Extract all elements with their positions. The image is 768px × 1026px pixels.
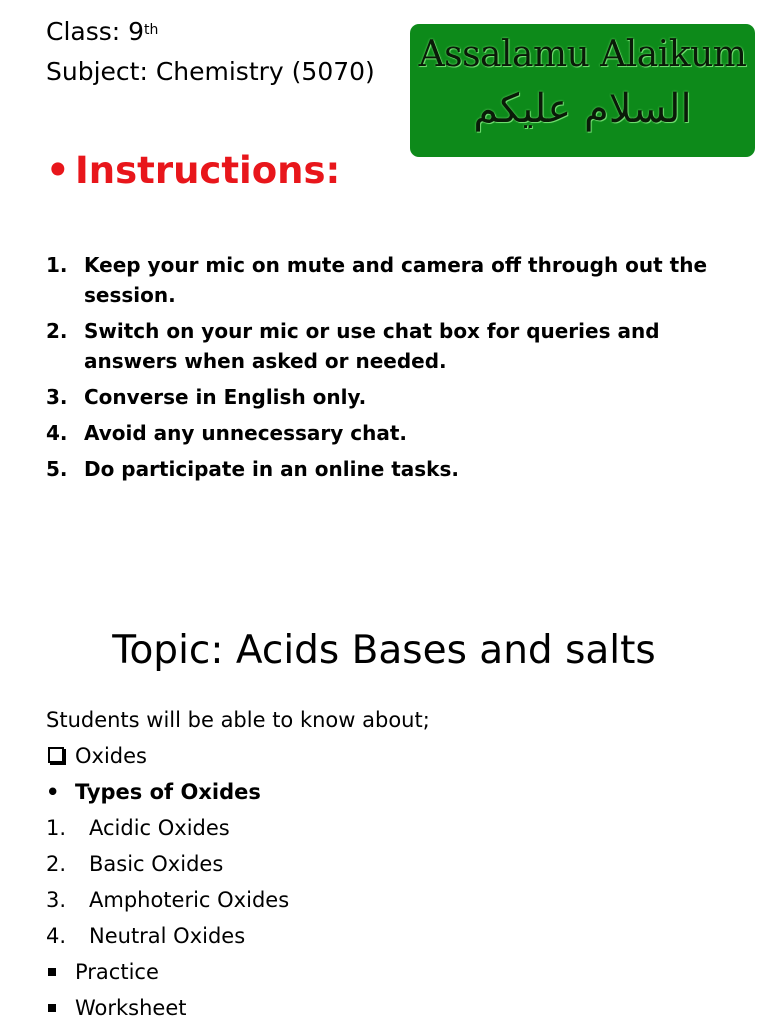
list-item (46, 810, 746, 846)
bullet-icon: • (46, 149, 70, 192)
list-text: Switch on your mic or use chat box for queries and answers when asked or needed. (84, 319, 660, 373)
list-text: Worksheet (75, 996, 187, 1020)
list-item (46, 954, 746, 990)
list-item (46, 918, 746, 954)
list-item (46, 990, 746, 1026)
list-text: Oxides (75, 744, 147, 768)
instructions-list (46, 250, 736, 490)
square-bullet-icon (48, 1004, 56, 1012)
bullet-icon: • (46, 780, 60, 804)
list-item (46, 382, 736, 412)
class-line (46, 16, 158, 48)
list-number: 2. (46, 852, 67, 876)
topic-title: Topic: Acids Bases and salts (112, 628, 656, 673)
subject-line: Subject: Chemistry (5070) (46, 57, 375, 86)
list-text: Neutral Oxides (89, 924, 246, 948)
list-text: Converse in English only. (84, 385, 367, 409)
list-item (46, 418, 736, 448)
list-text: Acidic Oxides (89, 816, 230, 840)
checkbox-icon (48, 747, 64, 763)
greeting-arabic: السلام عليكم (473, 86, 692, 132)
list-item (46, 846, 746, 882)
list-text: Amphoteric Oxides (89, 888, 290, 912)
list-item (46, 774, 746, 810)
list-item (46, 250, 736, 310)
greeting-english: Assalamu Alaikum (418, 34, 747, 75)
square-bullet-icon (48, 968, 56, 976)
instructions-heading (46, 148, 340, 194)
list-number: 3. (46, 385, 68, 409)
class-superscript: th (144, 22, 159, 38)
list-item (46, 738, 746, 774)
list-text: Types of Oxides (75, 780, 261, 804)
list-item (46, 882, 746, 918)
list-number: 1. (46, 816, 67, 840)
list-number: 4. (46, 924, 67, 948)
class-label: Class: 9 (46, 17, 145, 46)
greeting-banner (410, 24, 755, 157)
list-text: Practice (75, 960, 159, 984)
list-number: 2. (46, 319, 68, 343)
list-number: 4. (46, 421, 68, 445)
list-text: Keep your mic on mute and camera off through out the session. (84, 253, 708, 307)
objectives-list (46, 702, 746, 1026)
list-number: 3. (46, 888, 67, 912)
list-item (46, 316, 736, 376)
list-text: Avoid any unnecessary chat. (84, 421, 408, 445)
list-text: Basic Oxides (89, 852, 224, 876)
list-item (46, 454, 736, 484)
list-number: 1. (46, 253, 68, 277)
instructions-heading-text: Instructions: (75, 149, 341, 192)
list-text: Do participate in an online tasks. (84, 457, 459, 481)
objectives-intro: Students will be able to know about; (46, 708, 430, 732)
list-number: 5. (46, 457, 68, 481)
